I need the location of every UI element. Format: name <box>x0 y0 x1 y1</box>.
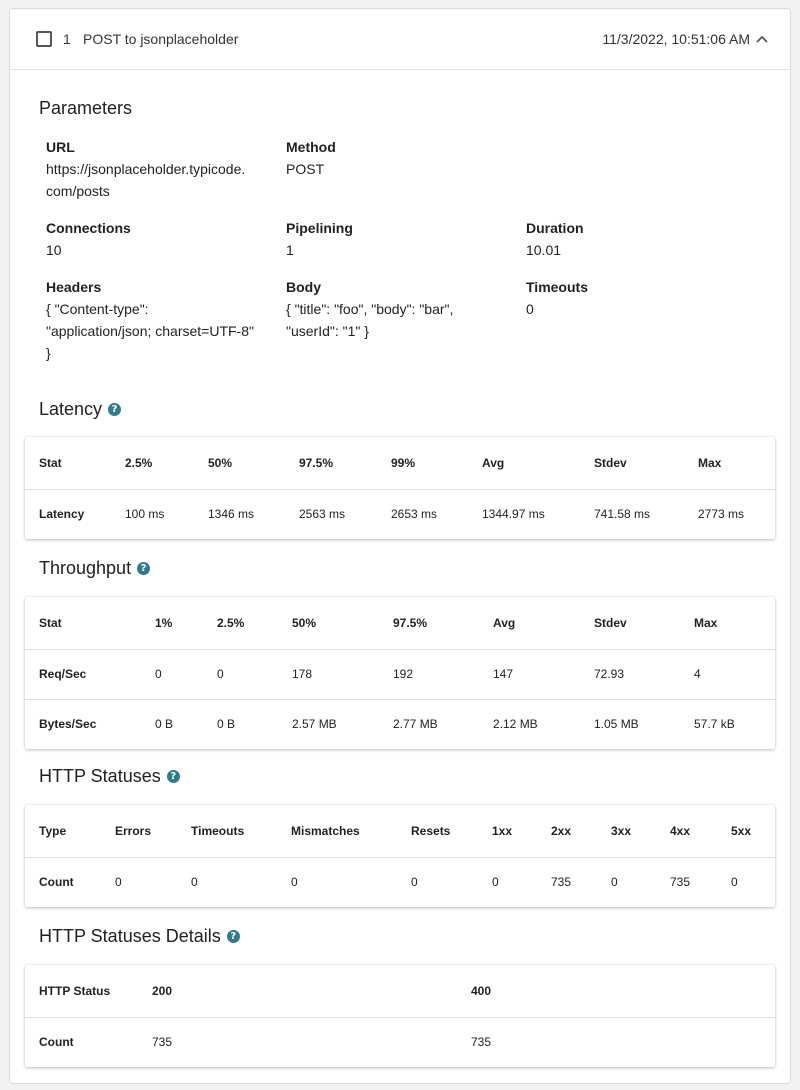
card-header[interactable] <box>10 9 790 70</box>
table-cell: 2.77 MB <box>393 717 438 732</box>
table-cell: 2773 ms <box>698 507 745 522</box>
param-value: 10 <box>46 242 62 258</box>
table-cell: 735 <box>471 1035 492 1050</box>
column-header: 2xx <box>537 805 597 857</box>
column-header: 97.5% <box>285 437 377 489</box>
column-header: Max <box>684 437 775 489</box>
table-row <box>25 1017 775 1067</box>
param-value: 0 <box>526 301 534 317</box>
column-header: 2.5% <box>203 597 278 649</box>
table-cell: 741.58 ms <box>594 507 651 522</box>
table-cell: 0 <box>411 875 418 890</box>
param-method <box>286 137 516 180</box>
table-cell: 0 <box>115 875 122 890</box>
parameters-title: Parameters <box>39 98 133 118</box>
table-cell: 192 <box>379 649 479 699</box>
column-header: Stat <box>25 597 141 649</box>
table-cell: 735 <box>152 1035 173 1050</box>
column-header: 200 <box>138 965 457 1017</box>
http-statuses-table <box>25 805 775 907</box>
row-label: Req/Sec <box>25 649 141 699</box>
column-header: Avg <box>468 437 580 489</box>
column-header: 99% <box>377 437 468 489</box>
table-cell: 1346 ms <box>208 507 255 522</box>
param-label: Duration <box>526 220 584 236</box>
table-row <box>25 649 775 699</box>
table-cell: 735 <box>670 875 691 890</box>
table-header-row <box>25 437 775 489</box>
column-header: Avg <box>479 597 580 649</box>
run-index: 1 <box>63 31 71 47</box>
column-header: Resets <box>397 805 478 857</box>
table-cell: 2.12 MB <box>493 717 538 732</box>
param-label: Timeouts <box>526 279 588 295</box>
http-statuses-title: HTTP Statuses ? <box>39 765 180 787</box>
help-icon[interactable]: ? <box>137 562 150 575</box>
table-cell: 72.93 <box>580 649 680 699</box>
column-header: 1xx <box>478 805 537 857</box>
help-icon[interactable]: ? <box>167 770 180 783</box>
column-header: Timeouts <box>177 805 277 857</box>
column-header: 3xx <box>597 805 656 857</box>
row-label: Bytes/Sec <box>39 717 97 732</box>
chevron-up-icon[interactable] <box>755 32 769 46</box>
column-header: Errors <box>101 805 177 857</box>
table-row <box>25 857 775 907</box>
http-statuses-details-table <box>25 965 775 1067</box>
run-date: 11/3/2022, 10:51:06 AM <box>602 31 750 47</box>
column-header: Max <box>680 597 775 649</box>
column-header: Stdev <box>580 597 680 649</box>
table-header-row <box>25 597 775 649</box>
column-header: Mismatches <box>277 805 397 857</box>
param-pipelining <box>286 218 516 261</box>
help-icon[interactable]: ? <box>108 403 121 416</box>
table-cell: 57.7 kB <box>694 717 735 732</box>
table-cell: 0 <box>731 875 738 890</box>
table-cell: 2.57 MB <box>292 717 337 732</box>
table-cell: 0 B <box>155 717 174 732</box>
param-label: Body <box>286 279 321 295</box>
param-label: Pipelining <box>286 220 353 236</box>
row-label: Count <box>39 875 74 890</box>
table-cell: 0 <box>141 649 203 699</box>
table-header-row <box>25 965 775 1017</box>
param-label: URL <box>46 139 75 155</box>
run-title: POST to jsonplaceholder <box>83 31 239 47</box>
help-icon[interactable]: ? <box>227 930 240 943</box>
column-header: Stdev <box>580 437 684 489</box>
throughput-table <box>25 597 775 749</box>
table-header-row <box>25 805 775 857</box>
table-row <box>25 699 775 749</box>
table-cell: 0 <box>291 875 298 890</box>
param-value: { "title": "foo", "body": "bar", "userId": "1" } <box>286 301 454 339</box>
table-cell: 0 <box>191 875 198 890</box>
test-run-card <box>9 8 791 1084</box>
column-header: HTTP Status <box>25 965 138 1017</box>
param-url <box>46 137 276 202</box>
latency-table <box>25 437 775 539</box>
table-cell: 735 <box>551 875 572 890</box>
select-checkbox[interactable] <box>36 31 52 47</box>
latency-title: Latency ? <box>39 398 121 420</box>
param-headers <box>46 277 276 364</box>
param-label: Headers <box>46 279 102 295</box>
table-cell: 1344.97 ms <box>482 507 545 522</box>
table-cell: 0 <box>492 875 499 890</box>
param-value: 1 <box>286 242 294 258</box>
column-header: 2.5% <box>111 437 194 489</box>
table-cell: 2563 ms <box>299 507 346 522</box>
column-header: Stat <box>25 437 111 489</box>
column-header: 50% <box>194 437 285 489</box>
table-cell: 1.05 MB <box>594 717 639 732</box>
column-header: 50% <box>278 597 379 649</box>
table-cell: 147 <box>479 649 580 699</box>
param-value: { "Content-type": "application/json; charset=UTF-8" } <box>46 301 254 361</box>
column-header: 4xx <box>656 805 717 857</box>
column-header: 5xx <box>717 805 775 857</box>
param-label: Method <box>286 139 336 155</box>
row-label: Count <box>39 1035 74 1050</box>
param-connections <box>46 218 276 261</box>
http-statuses-details-title: HTTP Statuses Details ? <box>39 925 240 947</box>
param-duration <box>526 218 756 261</box>
column-header: 400 <box>457 965 775 1017</box>
table-row <box>25 489 775 539</box>
param-value: POST <box>286 161 325 177</box>
column-header: 1% <box>141 597 203 649</box>
table-cell: 4 <box>680 649 775 699</box>
table-cell: 2653 ms <box>391 507 438 522</box>
table-cell: 178 <box>278 649 379 699</box>
table-cell: 0 <box>203 649 278 699</box>
row-label: Latency <box>39 507 85 522</box>
throughput-title: Throughput ? <box>39 557 150 579</box>
param-value: https://jsonplaceholder.typicode. com/posts <box>46 161 246 199</box>
param-body <box>286 277 516 342</box>
table-cell: 0 B <box>217 717 236 732</box>
table-cell: 0 <box>611 875 618 890</box>
param-timeouts <box>526 277 756 320</box>
param-value: 10.01 <box>526 242 562 258</box>
table-cell: 100 ms <box>125 507 165 522</box>
column-header: 97.5% <box>379 597 479 649</box>
column-header: Type <box>25 805 101 857</box>
param-label: Connections <box>46 220 131 236</box>
